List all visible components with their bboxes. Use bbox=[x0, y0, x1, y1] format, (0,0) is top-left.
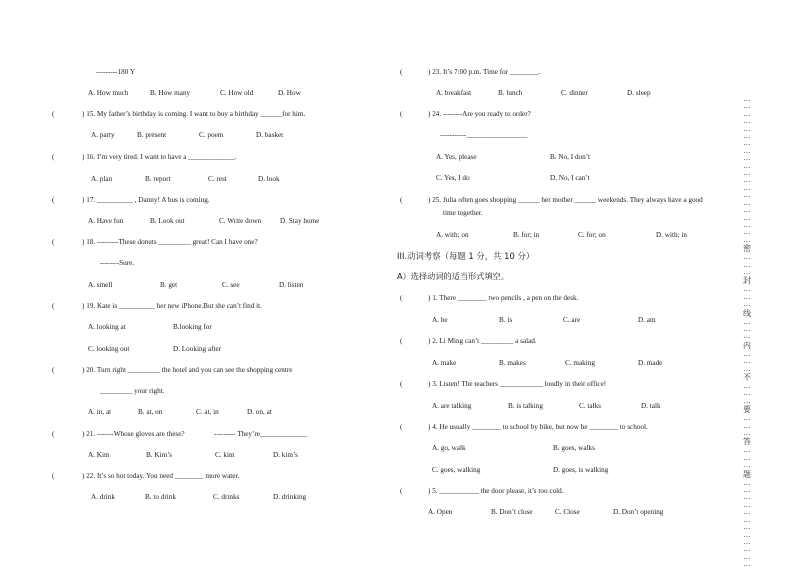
margin-dot: … bbox=[743, 235, 751, 244]
q25-option-c: C. for; on bbox=[578, 231, 606, 239]
v3-option-a: A. are talking bbox=[432, 402, 472, 410]
margin-dot: … bbox=[743, 324, 751, 333]
margin-dot: … bbox=[743, 382, 751, 390]
v5-option-b: B. Don’t close bbox=[491, 508, 533, 516]
q18-option-d: D. listen bbox=[279, 281, 304, 289]
v4-option-a: A. go, walk bbox=[432, 444, 466, 452]
margin-dot: … bbox=[743, 95, 751, 103]
margin-dot: … bbox=[743, 537, 751, 546]
margin-dot: … bbox=[743, 117, 751, 126]
margin-dot: … bbox=[743, 300, 751, 309]
seal-character: 答 bbox=[743, 437, 751, 447]
q19-question bbox=[82, 302, 262, 311]
margin-dot: … bbox=[743, 446, 751, 455]
q15-paren: ( bbox=[52, 110, 55, 118]
q18-option-c: C. see bbox=[222, 281, 240, 289]
seal-line-margin bbox=[741, 95, 753, 569]
v3-option-d: D. talk bbox=[641, 402, 661, 410]
q17-option-c: C. Write down bbox=[219, 217, 262, 225]
v4-option-c: C. goes, walking bbox=[432, 466, 481, 474]
margin-dot: … bbox=[743, 486, 751, 495]
q19-option-b: B.looking for bbox=[173, 323, 212, 331]
v5-paren: ( bbox=[400, 487, 403, 495]
q21-option-d: D. kim’s bbox=[273, 451, 298, 459]
margin-dot: … bbox=[743, 453, 751, 462]
margin-dot: … bbox=[743, 292, 751, 301]
margin-dot: … bbox=[743, 414, 751, 423]
margin-dot: … bbox=[743, 421, 751, 430]
q21-text: 21. -------Whose gloves are these? bbox=[86, 430, 185, 438]
v5-paren-close: ) bbox=[428, 487, 431, 495]
q15-question bbox=[82, 110, 305, 119]
margin-dot: … bbox=[743, 429, 751, 438]
margin-dot: … bbox=[743, 183, 751, 192]
q17-paren-close: ) bbox=[82, 196, 85, 204]
q15-option-b: B. present bbox=[137, 131, 167, 139]
v1-option-d: D. am bbox=[638, 316, 656, 324]
q20-option-b: B. at, on bbox=[138, 408, 163, 416]
q24-option-a: A. Yes, please bbox=[436, 153, 477, 161]
margin-dot: … bbox=[743, 267, 751, 276]
subsection-title-a: A）选择动词的适当形式填空。 bbox=[397, 271, 510, 281]
q18-option-a: A. smell bbox=[88, 281, 113, 289]
v2-question bbox=[428, 337, 537, 346]
margin-dot: … bbox=[743, 139, 751, 148]
q18-paren: ( bbox=[52, 238, 55, 246]
q14-option-a: A. How much bbox=[88, 89, 129, 97]
q20-text: 20. Turn right _________ the hotel and you can see the shopping centre bbox=[86, 366, 293, 374]
q19-paren-close: ) bbox=[82, 302, 85, 310]
q25-text: 25. Julia often goes shopping ______ her mother ______ weekends. They always have a good bbox=[432, 196, 703, 204]
q17-option-b: B. Look out bbox=[150, 217, 185, 225]
q23-option-d: D. sleep bbox=[627, 89, 651, 97]
q15-option-a: A. party bbox=[91, 131, 115, 139]
q15-option-d: D. basket bbox=[256, 131, 284, 139]
v4-option-d: D. goes, is walking bbox=[553, 466, 609, 474]
section-title-verbs: III.动词考察（每题 1 分，共 10 分） bbox=[397, 251, 535, 261]
q15-option-c: C. poem bbox=[199, 131, 224, 139]
v1-option-a: A. be bbox=[432, 316, 448, 324]
margin-dot: … bbox=[743, 260, 751, 269]
q18-answer: --------Sure. bbox=[100, 259, 135, 267]
q23-text: 23. It’s 7:00 p.m. Time for ________. bbox=[432, 68, 541, 76]
q17-paren: ( bbox=[52, 196, 55, 204]
margin-dot: … bbox=[743, 132, 751, 141]
margin-dot: … bbox=[743, 515, 751, 524]
seal-character: 题 bbox=[743, 469, 751, 479]
v2-option-d: D. made bbox=[638, 359, 663, 367]
q24-paren-close: ) bbox=[428, 110, 431, 118]
v5-option-d: D. Don’t opening bbox=[613, 508, 664, 516]
margin-dot: … bbox=[743, 102, 751, 111]
margin-dot: … bbox=[743, 478, 751, 487]
margin-dot: … bbox=[743, 146, 751, 155]
q23-question bbox=[428, 68, 540, 77]
q23-option-a: A. breakfast bbox=[436, 89, 472, 97]
q18-text: 18. ---------These donuts _________ great! Can I have one? bbox=[86, 238, 258, 246]
q22-option-a: A. drink bbox=[91, 493, 115, 501]
margin-dot: … bbox=[743, 154, 751, 163]
q16-paren: ( bbox=[52, 153, 55, 161]
q17-question bbox=[82, 196, 210, 205]
margin-dot: … bbox=[743, 508, 751, 517]
q24-reply: -----------_________________ bbox=[440, 131, 528, 139]
q15-paren-close: ) bbox=[82, 110, 85, 118]
q19-option-a: A. looking at bbox=[88, 323, 126, 331]
margin-dot: … bbox=[743, 560, 751, 569]
margin-dot: … bbox=[743, 198, 751, 207]
margin-dot: … bbox=[743, 228, 751, 237]
v5-option-c: C. Close bbox=[555, 508, 580, 516]
q17-option-d: D. Stay home bbox=[280, 217, 320, 225]
q14-answer: ---------180 Y bbox=[96, 68, 136, 76]
margin-dot: … bbox=[743, 364, 751, 373]
q16-option-b: B. report bbox=[145, 175, 171, 183]
margin-dot: … bbox=[743, 332, 751, 341]
q16-question bbox=[82, 153, 237, 162]
q25-paren-close: ) bbox=[428, 196, 431, 204]
q24-option-d: D. No, I can’t bbox=[550, 174, 590, 182]
v3-text: 3. Listen! The teachers ____________ loudly in their office! bbox=[432, 380, 607, 388]
q18-question bbox=[82, 238, 258, 247]
q25-option-a: A. with; on bbox=[436, 231, 469, 239]
v5-text: 5. ___________ the door please, it’s too cold. bbox=[432, 487, 564, 495]
margin-dot: … bbox=[743, 109, 751, 118]
seal-character: 要 bbox=[743, 405, 751, 415]
v1-option-b: B. is bbox=[499, 316, 513, 324]
margin-dot: … bbox=[743, 191, 751, 200]
margin-dot: … bbox=[743, 206, 751, 215]
q16-option-d: D. look bbox=[258, 175, 280, 183]
v1-option-c: C. are bbox=[563, 316, 581, 324]
q23-option-b: B. lunch bbox=[498, 89, 523, 97]
q16-text: 16. I’m very tired. I want to have a _____________. bbox=[86, 153, 237, 161]
q24-question bbox=[428, 110, 531, 119]
q25-option-d: D. with; in bbox=[656, 231, 687, 239]
q16-paren-close: ) bbox=[82, 153, 85, 161]
margin-dot: … bbox=[743, 220, 751, 229]
q21-question bbox=[82, 430, 185, 439]
v2-option-a: A. make bbox=[432, 359, 457, 367]
q14-option-c: C. How old bbox=[220, 89, 254, 97]
v3-option-c: C. talks bbox=[579, 402, 601, 410]
q24-text: 24. --------Are you ready to order? bbox=[432, 110, 531, 118]
q21-option-b: B. Kim’s bbox=[146, 451, 172, 459]
margin-dot: … bbox=[743, 389, 751, 398]
q14-option-d: D. How bbox=[278, 89, 301, 97]
q17-option-a: A. Have fun bbox=[88, 217, 124, 225]
v2-text: 2. Li Ming can’t _________ a salad. bbox=[432, 337, 537, 345]
v1-paren: ( bbox=[400, 294, 403, 302]
q15-text: 15. My father’s birthday is coming. I want to buy a birthday ______for him. bbox=[86, 110, 306, 118]
q22-option-b: B. to drink bbox=[145, 493, 176, 501]
margin-dot: … bbox=[743, 357, 751, 366]
q20-paren-close: ) bbox=[82, 366, 85, 374]
q18-option-b: B. get bbox=[160, 281, 178, 289]
q21-option-a: A. Kim bbox=[88, 451, 110, 459]
margin-dot: … bbox=[743, 461, 751, 470]
q17-text: 17. __________ , Danny! A bus is coming. bbox=[86, 196, 210, 204]
v4-text: 4. He usually ________ to school by bike, but now he ________ to school. bbox=[432, 423, 648, 431]
q25-question bbox=[428, 196, 703, 205]
q20-continuation: _________ your right. bbox=[100, 387, 165, 395]
q18-paren-close: ) bbox=[82, 238, 85, 246]
q21-paren-close: ) bbox=[82, 430, 85, 438]
margin-dot: … bbox=[743, 176, 751, 185]
v2-option-c: C. making bbox=[565, 359, 595, 367]
q20-paren: ( bbox=[52, 366, 55, 374]
q16-option-a: A. plan bbox=[91, 175, 113, 183]
v5-question bbox=[428, 487, 564, 496]
q19-option-d: D. Looking after bbox=[173, 345, 222, 353]
q21-paren: ( bbox=[52, 430, 55, 438]
seal-character: 内 bbox=[743, 340, 751, 350]
q20-option-d: D. on, at bbox=[247, 408, 272, 416]
q20-question bbox=[82, 366, 292, 375]
v4-paren: ( bbox=[400, 423, 403, 431]
q20-option-a: A. in, at bbox=[88, 408, 112, 416]
q22-option-d: D. drinking bbox=[273, 493, 307, 501]
q22-paren: ( bbox=[52, 472, 55, 480]
margin-dot: … bbox=[743, 349, 751, 358]
q24-paren: ( bbox=[400, 110, 403, 118]
v2-option-b: B. makes bbox=[499, 359, 526, 367]
q25-option-b: B. for; in bbox=[513, 231, 540, 239]
v1-question bbox=[428, 294, 578, 303]
v3-paren: ( bbox=[400, 380, 403, 388]
q23-paren: ( bbox=[400, 68, 403, 76]
q25-paren: ( bbox=[400, 196, 403, 204]
margin-dot: … bbox=[743, 213, 751, 222]
margin-dot: … bbox=[743, 545, 751, 554]
v5-option-a: A. Open bbox=[428, 508, 453, 516]
margin-dot: … bbox=[743, 552, 751, 561]
margin-dot: … bbox=[743, 530, 751, 539]
v1-paren-close: ) bbox=[428, 294, 431, 302]
v3-paren-close: ) bbox=[428, 380, 431, 388]
margin-dot: … bbox=[743, 500, 751, 509]
q24-option-c: C. Yes, I do bbox=[436, 174, 470, 182]
v3-option-b: B. is talking bbox=[508, 402, 543, 410]
q22-question bbox=[82, 472, 239, 481]
margin-dot: … bbox=[743, 161, 751, 170]
q23-option-c: C. dinner bbox=[561, 89, 588, 97]
q16-option-c: C. rest bbox=[208, 175, 227, 183]
margin-dot: … bbox=[743, 396, 751, 405]
margin-dot: … bbox=[743, 317, 751, 326]
v2-paren-close: ) bbox=[428, 337, 431, 345]
q21-option-c: C. kim bbox=[215, 451, 235, 459]
q22-option-c: C. drinks bbox=[213, 493, 240, 501]
margin-dot: … bbox=[743, 124, 751, 133]
q19-option-c: C. looking out bbox=[88, 345, 130, 353]
seal-character: 封 bbox=[743, 276, 751, 286]
q22-text: 22. It’s so hot today. You need ________ more water. bbox=[86, 472, 240, 480]
q19-paren: ( bbox=[52, 302, 55, 310]
v4-option-b: B. goes, walks bbox=[553, 444, 595, 452]
q23-paren-close: ) bbox=[428, 68, 431, 76]
v4-paren-close: ) bbox=[428, 423, 431, 431]
v3-question bbox=[428, 380, 606, 389]
v2-paren: ( bbox=[400, 337, 403, 345]
v1-text: 1. There ________ two pencils , a pen on the desk. bbox=[432, 294, 579, 302]
seal-character: 密 bbox=[743, 244, 751, 254]
q21-reply: --------- They’re_____________ bbox=[214, 430, 307, 438]
margin-dot: … bbox=[743, 493, 751, 502]
seal-character: 线 bbox=[743, 308, 751, 318]
margin-dot: … bbox=[743, 169, 751, 178]
margin-dot: … bbox=[743, 523, 751, 532]
q25-continuation: time together. bbox=[443, 209, 483, 217]
v4-question bbox=[428, 423, 648, 432]
q14-option-b: B. How many bbox=[150, 89, 191, 97]
q24-option-b: B. No, I don’t bbox=[550, 153, 590, 161]
q20-option-c: C. at, in bbox=[196, 408, 219, 416]
q19-text: 19. Kate is __________ her new iPhone.But she can’t find it. bbox=[86, 302, 262, 310]
margin-dot: … bbox=[743, 253, 751, 262]
q22-paren-close: ) bbox=[82, 472, 85, 480]
margin-dot: … bbox=[743, 285, 751, 294]
seal-character: 不 bbox=[743, 373, 751, 382]
